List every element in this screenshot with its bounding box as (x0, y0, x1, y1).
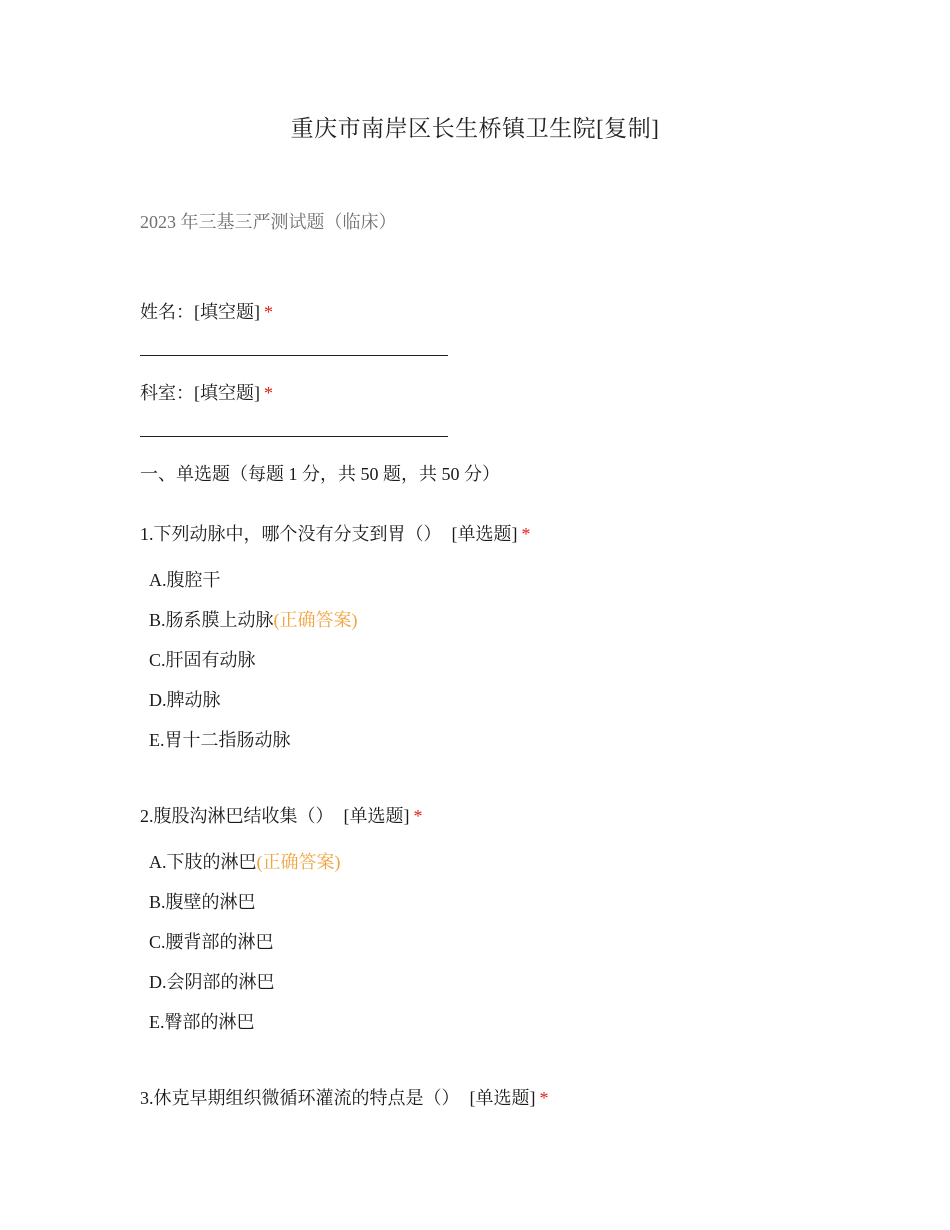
question-1 (140, 520, 531, 546)
question-1-type: [单选题] (451, 524, 518, 544)
question-1-option-d[interactable] (149, 686, 221, 712)
required-mark: * (264, 302, 273, 322)
name-label-text: 姓名： (140, 302, 194, 322)
option-label: A.腹腔干 (149, 570, 221, 590)
option-label: E.臀部的淋巴 (149, 1012, 255, 1032)
question-2 (140, 802, 423, 828)
option-label: B.腹壁的淋巴 (149, 892, 256, 912)
option-label: C.肝固有动脉 (149, 650, 256, 670)
required-mark: * (539, 1088, 549, 1108)
question-2-option-b[interactable] (149, 888, 256, 914)
question-3-text: 3.休克早期组织微循环灌流的特点是（） (140, 1088, 460, 1108)
required-mark: * (413, 806, 423, 826)
option-label: D.脾动脉 (149, 690, 221, 710)
question-1-option-c[interactable] (149, 646, 256, 672)
question-2-option-a[interactable] (149, 848, 341, 874)
question-2-text: 2.腹股沟淋巴结收集（） (140, 806, 334, 826)
name-input-line[interactable] (140, 355, 448, 356)
option-label: E.胃十二指肠动脉 (149, 730, 291, 750)
correct-answer-note: (正确答案) (256, 852, 341, 872)
question-1-option-a[interactable] (149, 566, 221, 592)
department-label-text: 科室： (140, 383, 194, 403)
option-label: A.下肢的淋巴 (149, 852, 257, 872)
option-label: D.会阴部的淋巴 (149, 972, 275, 992)
question-1-text: 1.下列动脉中，哪个没有分支到胃（） (140, 524, 442, 544)
question-2-option-d[interactable] (149, 968, 275, 994)
option-label: C.腰背部的淋巴 (149, 932, 274, 952)
survey-title: 重庆市南岸区长生桥镇卫生院[复制] (290, 116, 660, 141)
correct-answer-note: (正确答案) (273, 610, 358, 630)
question-2-option-c[interactable] (149, 928, 274, 954)
department-field-label (140, 379, 273, 405)
required-mark: * (521, 524, 531, 544)
question-1-option-e[interactable] (149, 726, 291, 752)
required-mark: * (264, 383, 273, 403)
department-field-type: [填空题] (194, 383, 260, 403)
department-input-line[interactable] (140, 436, 448, 437)
question-1-option-b[interactable] (149, 606, 358, 632)
question-3 (140, 1084, 549, 1110)
option-label: B.肠系膜上动脉 (149, 610, 274, 630)
question-2-type: [单选题] (343, 806, 410, 826)
name-field-label (140, 298, 273, 324)
question-3-type: [单选题] (469, 1088, 536, 1108)
question-2-option-e[interactable] (149, 1008, 255, 1034)
name-field-type: [填空题] (194, 302, 260, 322)
section-heading: 一、单选题（每题 1 分，共 50 题，共 50 分） (140, 464, 500, 484)
survey-subtitle: 2023 年三基三严测试题（临床） (140, 212, 397, 232)
